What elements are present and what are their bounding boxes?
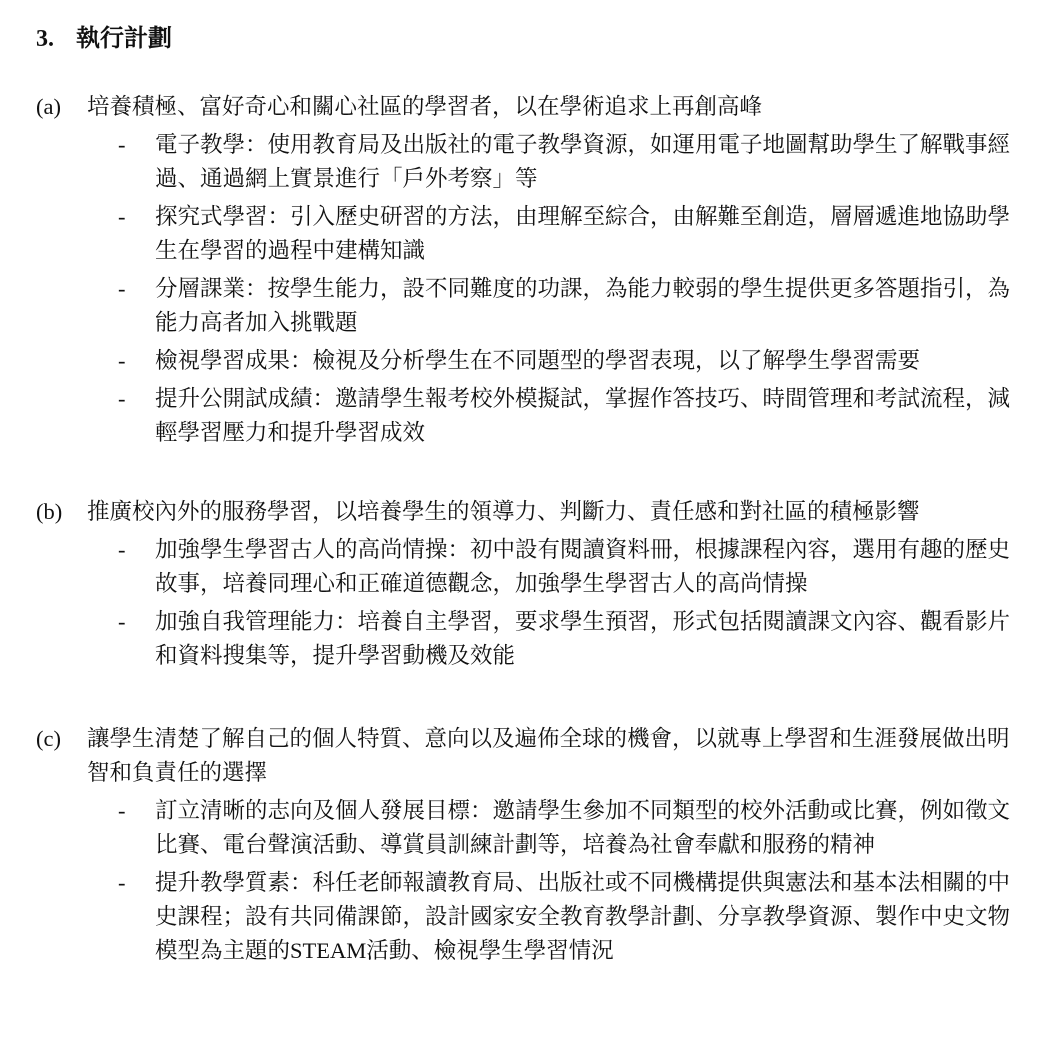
bullet-text: 探究式學習：引入歷史研習的方法，由理解至綜合，由解難至創造，層層遞進地協助學生在學習的過程中建構知識 <box>155 204 1011 263</box>
dash-marker: - <box>118 204 126 229</box>
bullet-text: 加強自我管理能力：培養自主學習，要求學生預習，形式包括閱讀課文內容、觀看影片和資料搜集等，提升學習動機及效能 <box>155 609 1011 668</box>
item-text: 培養積極、富好奇心和關心社區的學習者，以在學術追求上再創高峰 <box>87 94 763 119</box>
bullet-item <box>36 344 1026 378</box>
bullet-text: 電子教學：使用教育局及出版社的電子教學資源，如運用電子地圖幫助學生了解戰事經過、通過網上實景進行「戶外考察」等 <box>155 132 1011 191</box>
dash-marker: - <box>118 132 126 157</box>
bullet-item <box>36 794 1026 862</box>
item-label: (c) <box>36 726 61 751</box>
section-title: 執行計劃 <box>76 26 172 52</box>
bullet-list <box>36 794 1026 968</box>
bullet-item <box>36 605 1026 673</box>
bullet-item <box>36 866 1026 968</box>
item-text: 推廣校內外的服務學習，以培養學生的領導力、判斷力、責任感和對社區的積極影響 <box>87 499 920 524</box>
bullet-text: 檢視學習成果：檢視及分析學生在不同題型的學習表現，以了解學生學習需要 <box>155 348 921 373</box>
bullet-item <box>36 382 1026 450</box>
item-label: (b) <box>36 499 63 524</box>
bullet-list <box>36 533 1026 673</box>
dash-marker: - <box>118 870 126 895</box>
dash-marker: - <box>118 609 126 634</box>
plan-item-c <box>36 722 1026 972</box>
bullet-text: 提升公開試成績：邀請學生報考校外模擬試，掌握作答技巧、時間管理和考試流程，減輕學習壓力和提升學習成效 <box>155 386 1011 445</box>
dash-marker: - <box>118 798 126 823</box>
dash-marker: - <box>118 537 126 562</box>
bullet-item <box>36 128 1026 196</box>
item-heading <box>36 722 1026 790</box>
item-heading <box>36 90 1026 124</box>
section-number: 3. <box>36 26 54 52</box>
plan-item-b <box>36 495 1026 677</box>
dash-marker: - <box>118 386 126 411</box>
bullet-text: 訂立清晰的志向及個人發展目標：邀請學生參加不同類型的校外活動或比賽，例如徵文比賽、電台聲演活動、導賞員訓練計劃等，培養為社會奉獻和服務的精神 <box>155 798 1011 857</box>
item-text: 讓學生清楚了解自己的個人特質、意向以及遍佈全球的機會，以就專上學習和生涯發展做出明智和負責任的選擇 <box>87 726 1010 785</box>
bullet-text: 加強學生學習古人的高尚情操：初中設有閱讀資料冊，根據課程內容，選用有趣的歷史故事，培養同理心和正確道德觀念，加強學生學習古人的高尚情操 <box>155 537 1011 596</box>
item-heading <box>36 495 1026 529</box>
item-label: (a) <box>36 94 61 119</box>
bullet-item <box>36 200 1026 268</box>
bullet-item <box>36 533 1026 601</box>
bullet-text: 提升教學質素：科任老師報讀教育局、出版社或不同機構提供與憲法和基本法相關的中史課程；設有共同備課節，設計國家安全教育教學計劃、分享教學資源、製作中史文物模型為主題的STEAM活動、檢視學生學習情況 <box>155 870 1011 963</box>
plan-item-a <box>36 90 1026 454</box>
bullet-text: 分層課業：按學生能力，設不同難度的功課，為能力較弱的學生提供更多答題指引，為能力高者加入挑戰題 <box>155 276 1011 335</box>
bullet-item <box>36 272 1026 340</box>
dash-marker: - <box>118 348 126 373</box>
bullet-list <box>36 128 1026 450</box>
dash-marker: - <box>118 276 126 301</box>
section-heading <box>36 22 172 56</box>
